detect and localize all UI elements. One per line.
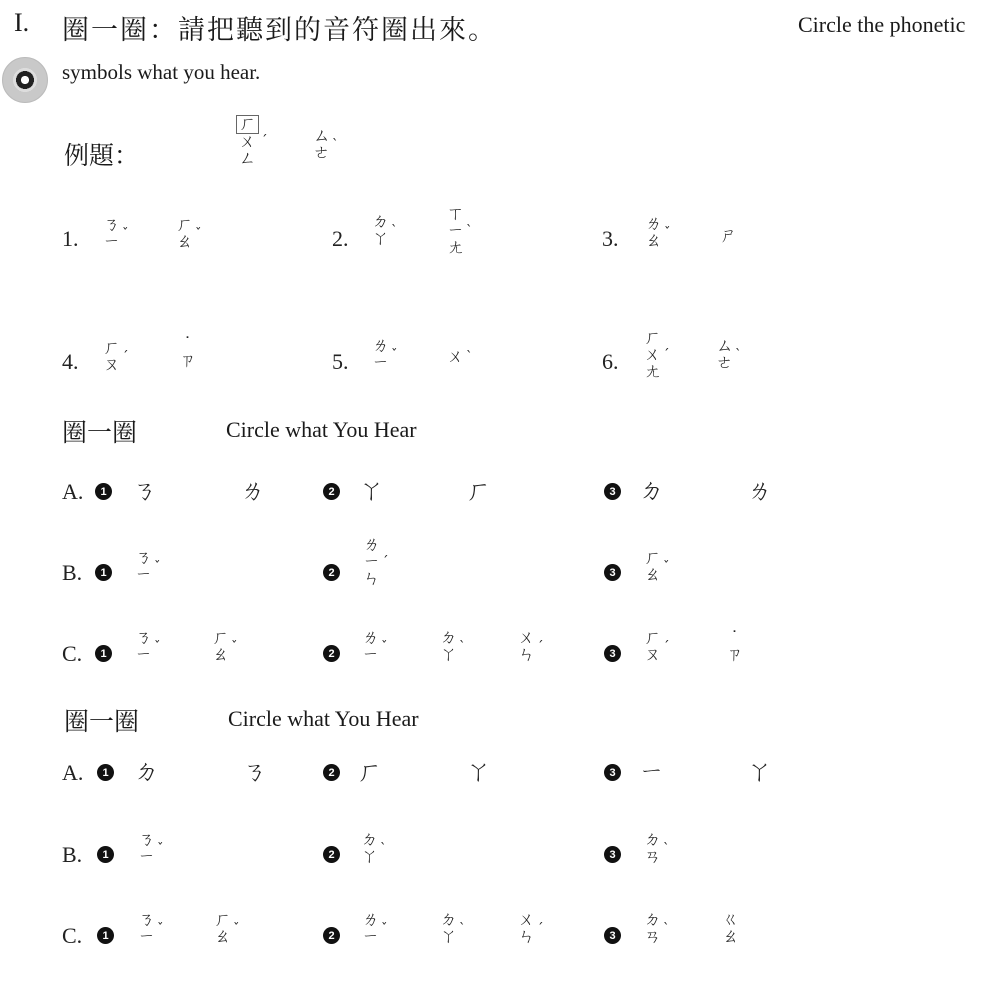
bullet-1: 1: [97, 846, 114, 863]
bullet-1: 1: [97, 927, 114, 944]
item-number: 3.: [602, 226, 619, 251]
bullet-1: 1: [95, 483, 112, 500]
bullet-2: 2: [323, 764, 340, 781]
choice-c3-left[interactable]: ㄏ ㄡ ˊ: [644, 628, 670, 665]
option-6b[interactable]: ㄙ ㄜ ˋ: [716, 336, 742, 373]
bullet-1: 1: [95, 645, 112, 662]
choice-a1-left[interactable]: ㄉ: [134, 757, 160, 786]
choice-a3-left[interactable]: ㄧ: [639, 757, 665, 786]
row-label-a: A.: [62, 760, 84, 785]
option-4b[interactable]: ˙ ㄗ: [179, 334, 196, 371]
bullet-3: 3: [604, 564, 621, 581]
choice-b3[interactable]: ㄏ ㄠ ˇ: [644, 548, 670, 585]
option-2b[interactable]: ㄒ ㄧ ㄤ ˋ: [447, 204, 473, 258]
option-1b[interactable]: ㄏ ㄠ ˇ: [176, 215, 202, 252]
bullet-2: 2: [323, 927, 340, 944]
example-answer-boxed: ㄏ ㄨ ㄥ ˊ: [236, 115, 268, 168]
choice-c1-left[interactable]: ㄋ ㄧ ˇ: [135, 628, 161, 665]
option-2a[interactable]: ㄉ ㄚ ˋ: [372, 212, 398, 249]
choice-b2[interactable]: ㄌ ㄧ ㄣ ˊ: [363, 535, 389, 589]
option-5a[interactable]: ㄌ ㄧ ˇ: [372, 336, 398, 373]
item-number: 2.: [332, 226, 349, 251]
choice-c1-left[interactable]: ㄋ ㄧ ˇ: [138, 910, 164, 947]
instruction-chinese: 圈一圈：請把聽到的音符圈出來。: [62, 15, 497, 46]
choice-a3-left[interactable]: ㄉ: [639, 476, 665, 505]
item-number: 1.: [62, 226, 79, 251]
choice-a1-right[interactable]: ㄋ: [242, 757, 268, 786]
bullet-3: 3: [604, 846, 621, 863]
choice-c1-right[interactable]: ㄏ ㄠ ˇ: [212, 628, 238, 665]
choice-c2-c[interactable]: ㄨ ㄣ ˊ: [518, 628, 544, 665]
choice-b1[interactable]: ㄋ ㄧ ˇ: [135, 548, 161, 585]
row-label-b: B.: [62, 842, 83, 867]
instruction-english-line2: symbols what you hear.: [62, 60, 261, 84]
instruction-english-line1: Circle the phonetic: [798, 12, 966, 37]
choice-a1-left[interactable]: ㄋ: [132, 476, 158, 505]
bullet-2: 2: [323, 645, 340, 662]
item-number: 5.: [332, 349, 349, 374]
choice-c2-a[interactable]: ㄌ ㄧ ˇ: [362, 910, 388, 947]
bullet-2: 2: [323, 564, 340, 581]
choice-a2-right[interactable]: ㄏ: [466, 476, 492, 505]
choice-c2-c[interactable]: ㄨ ㄣ ˊ: [518, 910, 544, 947]
row-label-c: C.: [62, 923, 83, 948]
row-label-b: B.: [62, 560, 83, 585]
choice-c3-right[interactable]: ㄍ ㄠ: [722, 910, 739, 947]
choice-a1-right[interactable]: ㄌ: [240, 476, 266, 505]
section-number: I.: [14, 8, 30, 37]
bullet-1: 1: [97, 764, 114, 781]
option-6a[interactable]: ㄏ ㄨ ㄤ ˊ: [644, 328, 670, 382]
row-label-a: A.: [62, 479, 84, 504]
option-4a[interactable]: ㄏ ㄡ ˊ: [103, 338, 129, 375]
choice-a2-left[interactable]: ㄏ: [357, 757, 383, 786]
option-3a[interactable]: ㄌ ㄠ ˇ: [645, 214, 671, 251]
section-heading-en: Circle what You Hear: [226, 417, 417, 442]
choice-a3-right[interactable]: ㄌ: [747, 476, 773, 505]
bullet-3: 3: [604, 483, 621, 500]
section-heading-en-2: Circle what You Hear: [228, 706, 419, 731]
option-5b[interactable]: ㄨ ˋ: [447, 347, 473, 367]
example-label: 例題：: [64, 141, 140, 170]
choice-a2-right[interactable]: ㄚ: [466, 757, 492, 786]
choice-c2-b[interactable]: ㄉ ㄚ ˋ: [440, 910, 466, 947]
bullet-3: 3: [604, 645, 621, 662]
choice-c3-left[interactable]: ㄉ ㄢ ˋ: [644, 910, 670, 947]
option-1a[interactable]: ㄋ ㄧ ˇ: [103, 215, 129, 252]
row-label-c: C.: [62, 641, 83, 666]
choice-b1[interactable]: ㄋ ㄧ ˇ: [138, 830, 164, 867]
example-distractor: ㄙ ㄜ ˋ: [313, 126, 339, 163]
section-heading-zh-2: 圈一圈: [64, 707, 140, 736]
choice-c2-b[interactable]: ㄉ ㄚ ˋ: [440, 628, 466, 665]
bullet-1: 1: [95, 564, 112, 581]
choice-c3-right[interactable]: ˙ ㄗ: [726, 628, 743, 665]
bullet-2: 2: [323, 483, 340, 500]
choice-c2-a[interactable]: ㄌ ㄧ ˇ: [362, 628, 388, 665]
choice-a3-right[interactable]: ㄚ: [747, 757, 773, 786]
choice-b2[interactable]: ㄉ ㄚ ˋ: [361, 830, 387, 867]
option-3b[interactable]: ㄕ: [720, 226, 737, 246]
bullet-2: 2: [323, 846, 340, 863]
item-number: 6.: [602, 349, 619, 374]
choice-a2-left[interactable]: ㄚ: [359, 476, 385, 505]
bullet-3: 3: [604, 927, 621, 944]
choice-c1-right[interactable]: ㄏ ㄠ ˇ: [214, 910, 240, 947]
section-heading-zh: 圈一圈: [62, 418, 138, 447]
audio-cd-icon[interactable]: [2, 57, 48, 103]
bullet-3: 3: [604, 764, 621, 781]
item-number: 4.: [62, 349, 79, 374]
choice-b3[interactable]: ㄉ ㄢ ˋ: [644, 830, 670, 867]
